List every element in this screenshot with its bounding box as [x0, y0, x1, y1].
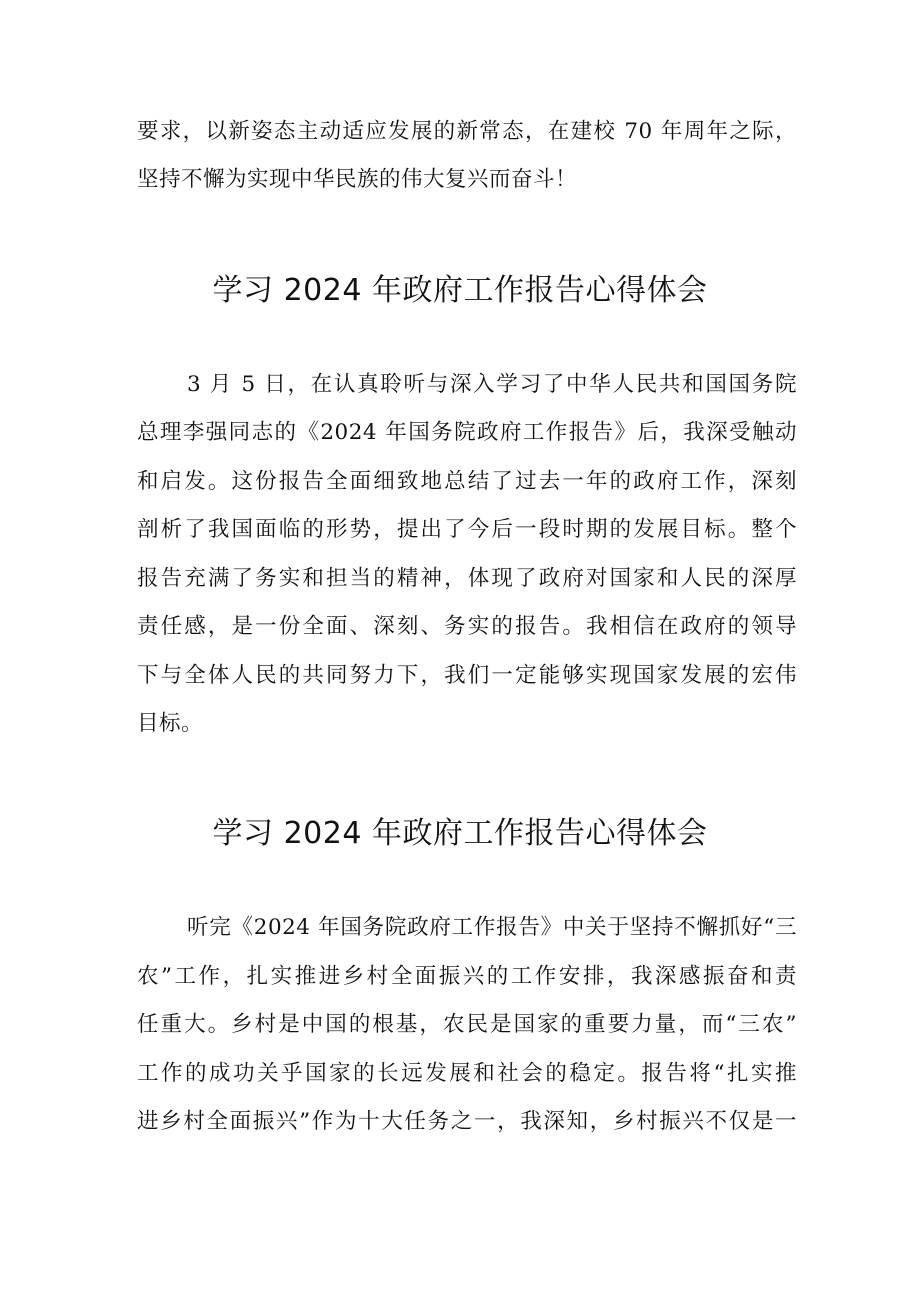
- intro-line-2: 坚持不懈为实现中华民族的伟大复兴而奋斗！: [137, 167, 578, 192]
- section-1-line-8: 目标。: [137, 711, 204, 736]
- section-2-title: 学习 2024 年政府工作报告心得体会: [212, 816, 708, 851]
- section-2-line-5: 进乡村全面振兴”作为十大任务之一，我深知，乡村振兴不仅是一: [137, 1109, 797, 1134]
- section-1-line-4: 剖析了我国面临的形势，提出了今后一段时期的发展目标。整个: [137, 517, 797, 542]
- intro-line-1: 要求，以新姿态主动适应发展的新常态，在建校 70 年周年之际，: [137, 119, 797, 144]
- section-1-line-2: 总理李强同志的《2024 年国务院政府工作报告》后，我深受触动: [137, 420, 797, 445]
- section-2-line-2: 农”工作，扎实推进乡村全面振兴的工作安排，我深感振奋和责: [137, 964, 797, 989]
- section-2-line-1: 听完《2024 年国务院政府工作报告》中关于坚持不懈抓好“三: [187, 915, 797, 940]
- section-1-title: 学习 2024 年政府工作报告心得体会: [212, 273, 708, 308]
- section-2-line-3: 任重大。乡村是中国的根基，农民是国家的重要力量，而“三农”: [137, 1012, 797, 1037]
- section-1-line-6: 责任感，是一份全面、深刻、务实的报告。我相信在政府的领导: [137, 614, 797, 639]
- section-1-line-1: 3 月 5 日，在认真聆听与深入学习了中华人民共和国国务院: [187, 372, 797, 397]
- section-1-line-7: 下与全体人民的共同努力下，我们一定能够实现国家发展的宏伟: [137, 663, 797, 688]
- section-2-line-4: 工作的成功关乎国家的长远发展和社会的稳定。报告将“扎实推: [137, 1061, 797, 1086]
- section-1-line-5: 报告充满了务实和担当的精神，体现了政府对国家和人民的深厚: [137, 566, 797, 591]
- section-1-line-3: 和启发。这份报告全面细致地总结了过去一年的政府工作，深刻: [137, 469, 797, 494]
